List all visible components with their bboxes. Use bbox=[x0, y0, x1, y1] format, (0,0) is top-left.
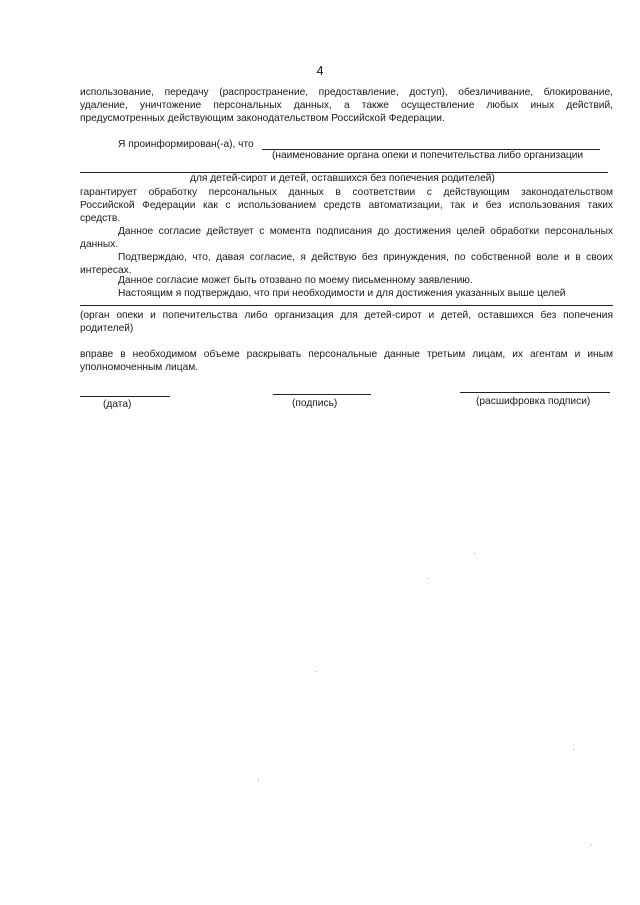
scan-speck bbox=[316, 671, 317, 672]
scan-speck bbox=[573, 749, 574, 750]
confirm-line1: Подтверждаю, что, давая согласие, я действую без принуждения, по собственной воле и в своих bbox=[118, 252, 613, 263]
scan-speck bbox=[474, 553, 475, 554]
validity-line2: данных. bbox=[80, 239, 119, 250]
para1-line3: предусмотренных действующим законодательством Российской Федерации. bbox=[80, 113, 445, 124]
scan-speck bbox=[258, 780, 259, 781]
signature-label: (подпись) bbox=[292, 398, 338, 409]
scan-speck bbox=[591, 844, 592, 845]
date-blank-line[interactable] bbox=[80, 396, 170, 397]
informed-caption-2: для детей-сирот и детей, оставшихся без попечения родителей) bbox=[190, 173, 495, 184]
page-number: 4 bbox=[316, 63, 324, 78]
guarantee-line1: гарантирует обработку персональных данных в соответствии с действующим законодательством bbox=[80, 187, 613, 198]
hereby-text: Настоящим я подтверждаю, что при необходимости и для достижения указанных выше целей bbox=[118, 288, 566, 299]
guarantee-line2: Российской Федерации как с использованием средств автоматизации, так и без использования таких bbox=[80, 200, 613, 211]
decode-label: (расшифровка подписи) bbox=[476, 396, 591, 407]
signature-blank-line[interactable] bbox=[273, 394, 371, 395]
organ-caption-line1: (орган опеки и попечительства либо организация для детей-сирот и детей, оставшихся без попечения bbox=[80, 310, 613, 321]
disclose-line1: вправе в необходимом объеме раскрывать персональные данные третьим лицам, их агентам и иным bbox=[80, 349, 613, 360]
decode-blank-line[interactable] bbox=[460, 392, 610, 393]
revoke-text: Данное согласие может быть отозвано по моему письменному заявлению. bbox=[118, 275, 473, 286]
validity-line1: Данное согласие действует с момента подписания до достижения целей обработки персональных bbox=[118, 226, 613, 237]
para1-line1: использование, передачу (распространение, предоставление, доступ), обезличивание, блокирование, bbox=[80, 87, 613, 98]
scan-speck bbox=[427, 578, 428, 579]
informed-lead: Я проинформирован(-а), что bbox=[118, 139, 254, 150]
confirm-line2: интересах. bbox=[80, 265, 132, 276]
date-label: (дата) bbox=[103, 399, 132, 410]
disclose-line2: уполномоченным лицам. bbox=[80, 362, 199, 373]
organ-blank-line-2[interactable] bbox=[80, 305, 613, 306]
organ-caption-line2: родителей) bbox=[80, 323, 134, 334]
informed-caption-1: (наименование органа опеки и попечительства либо организации bbox=[272, 150, 584, 161]
guarantee-line3: средств. bbox=[80, 213, 121, 224]
para1-line2: удаление, уничтожение персональных данных, а также осуществление любых иных действий, bbox=[80, 100, 613, 111]
